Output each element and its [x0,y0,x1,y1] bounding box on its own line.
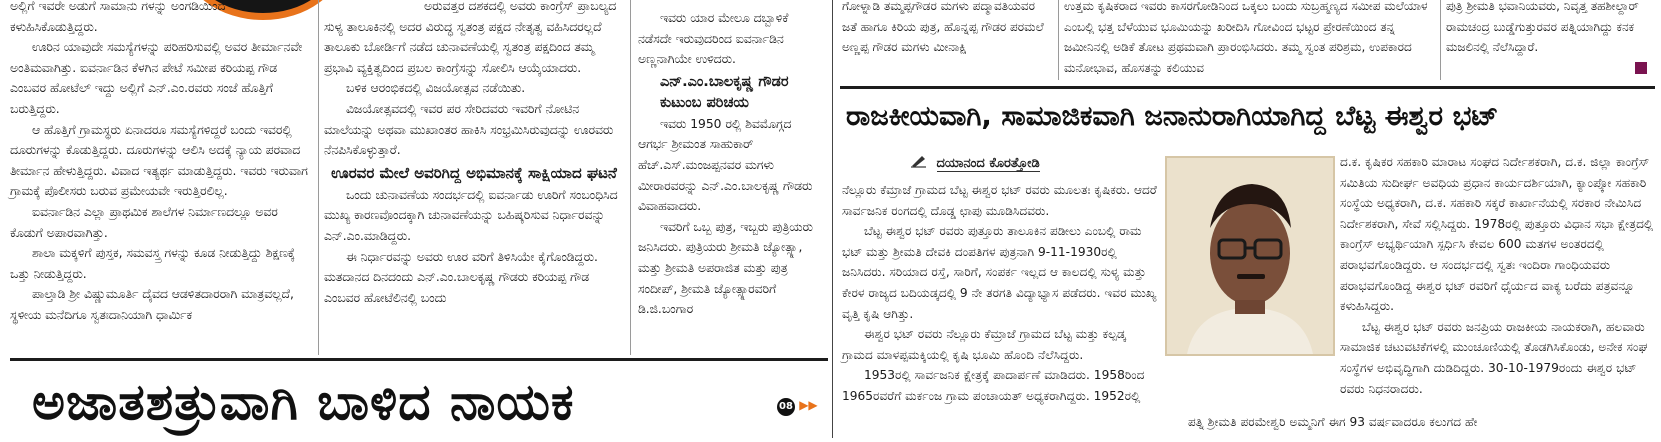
top-right-column-3 [1446,0,1656,58]
paragraph: ವಿಜಯೋತ್ಸವದಲ್ಲಿ ಇವರ ಪರ ಸೇರಿದವರು ಇವರಿಗೆ ನೋಟಿನ ಮಾಲೆಯನ್ನು ಅಥವಾ ಮುಖಾಂತರ ಹಾಕಿಸಿ ಸಂಭ್ರಮಿಸಿರುವುದನ್ನು ಊರವರು ನೆನಪಿಸಿಕೊಳ್ಳುತ್ತಾರೆ. [324,101,614,158]
paragraph: ನೆಲ್ಲೂರು ಕೆಮ್ರಾಜೆ ಗ್ರಾಮದ ಬೆಟ್ಟ ಈಶ್ವರ ಭಟ್ ರವರು ಮೂಲತಃ ಕೃಷಿಕರು. ಆದರೆ ಸಾರ್ವಜನಿಕ ರಂಗದಲ್ಲಿ ದೊಡ್ಡ ಛಾಪು ಮೂಡಿಸಿದವರು. [842,183,1157,218]
column-divider [1058,0,1059,80]
paragraph: ಈ ನಿರ್ಧಾರವನ್ನು ಅವರು ಊರ ವರಿಗೆ ತಿಳಿಸಿಯೇ ಕೈಗೊಂಡಿದ್ದರು. ಮತದಾನದ ದಿನದಂದು ಎನ್.ಎಂ.ಬಾಲಕೃಷ್ಣ ಗೌಡರು ಕರಿಯಪ್ಪ ಗೌಡ ಎಂಬವರ ಹೋಟೆಲಿನಲ್ಲಿ ಬಂದು [324,249,598,305]
section-rule [10,358,828,361]
column-divider [630,0,631,355]
paragraph: ಇವರಿಗೆ ಒಬ್ಬ ಪುತ್ರ, ಇಬ್ಬರು ಪುತ್ರಿಯರು ಜನಿಸಿದರು. ಪುತ್ರಿಯರು ಶ್ರೀಮತಿ ಜ್ಯೋತ್ಸ್ನಾ, ಮತ್ತು ಶ್ರೀಮತಿ ಅಪರಾಜಿತ ಮತ್ತು ಪುತ್ರ ಸಂದೀಪ್, ಶ್ರೀಮತಿ ಜ್ಯೋತ್ಸ್ನಾರವರಿಗೆ ಡಿ.ಜಿ.ಬಂಗಾರ [638,219,813,317]
article-column-1 [10,0,312,326]
article-body-right [1340,152,1658,399]
headline-left: ಅಜಾತಶತ್ರುವಾಗಿ ಬಾಳಿದ ನಾಯಕ [32,373,575,431]
paragraph: ದ.ಕ. ಕೃಷಿಕರ ಸಹಕಾರಿ ಮಾರಾಟ ಸಂಘದ ನಿರ್ದೇಶಕರಾಗಿ, ದ.ಕ. ಜಿಲ್ಲಾ ಕಾಂಗ್ರೆಸ್ ಸಮಿತಿಯ ಸುದೀರ್ಘ ಅವಧಿಯ ಪ್ರಧಾನ ಕಾರ್ಯದರ್ಶಿಯಾಗಿ, ಕ್ಯಾಂಪ್ಕೋ ಸಹಕಾರಿ ಸಂಸ್ಥೆಯ ಅಧ್ಯಕರಾಗಿ, ದ.ಕ. ಸಹಕಾರಿ ಸಕ್ಕರೆ ಕಾರ್ಖಾನೆಯಲ್ಲಿ ಸರಕಾರ ನೇಮಿಸಿದ ನಿರ್ದೇಶಕರಾಗಿ, ಸೇವೆ ಸಲ್ಲಿಸಿದ್ದರು. 1978ರಲ್ಲಿ ಪುತ್ತೂರು ವಿಧಾನ ಸಭಾ ಕ್ಷೇತ್ರದಲ್ಲಿ ಕಾಂಗ್ರೆಸ್ ಅಭ್ಯರ್ಥಿಯಾಗಿ ಸ್ಪರ್ಧಿಸಿ ಕೇವಲ 600 ಮತಗಳ ಅಂತರದಲ್ಲಿ ಪರಾಭವಗೊಂಡಿದ್ದರು. ಆ ಸಂದರ್ಭದಲ್ಲಿ ಸ್ವತಃ ಇಂದಿರಾ ಗಾಂಧಿಯವರು ಪರಾಭವಗೊಂಡಿದ್ದ ಈಶ್ವರ ಭಟ್ ರವರಿಗೆ ಧೈರ್ಯದ ವಾಕ್ಯ ಬರೆದು ಪತ್ರವನ್ನೂ ಕಳುಹಿಸಿದ್ದರು. [1340,155,1654,314]
portrait-image [1167,158,1333,354]
continue-arrow-icon: ▶▶ [799,398,818,412]
article-body-bottom [1166,412,1656,433]
portrait-photo [1165,156,1335,356]
paragraph: ಉತ್ತಮ ಕೃಷಿಕರಾದ ಇವರು ಕಾಸರಗೋಡಿನಿಂದ ಒಕ್ಕಲು ಬಂದು ಸುಬ್ರಹ್ಮಣ್ಯದ ಸಮೀಪ ಮಲೆಯಾಳ ಎಂಬಲ್ಲಿ ಭತ್ತ ಬೆಳೆಯುವ ಭೂಮಿಯನ್ನು ಖರೀದಿಸಿ ಗೋವಿಂದ ಭಟ್ಟರ ಪ್ರೇರಣೆಯಿಂದ ತನ್ನ ಜಮೀನಿನಲ್ಲಿ ಅಡಿಕೆ ತೋಟ ಪ್ರಥಮವಾಗಿ ಪ್ರಾರಂಭಿಸಿದರು. ತಮ್ಮ ಸ್ವಂತ ಪರಿಶ್ರಮ, ಉಪಕಾರದ ಮನೋಭಾವ, ಹೊಸತನ್ನು ಕಲಿಯುವ [1064,0,1428,75]
paragraph: ಶಾಲಾ ಮಕ್ಕಳಿಗೆ ಪುಸ್ತಕ, ಸಮವಸ್ತ್ರ ಗಳನ್ನು ಕೂಡ ನೀಡುತ್ತಿದ್ದು ಶಿಕ್ಷಣಕ್ಕೆ ಒತ್ತು ನೀಡುತ್ತಿದ್ದರು. [10,246,296,281]
end-marker [1635,62,1647,74]
paragraph: ಬೆಟ್ಟ ಈಶ್ವರ ಭಟ್ ರವರು ಜನಪ್ರಿಯ ರಾಜಕೀಯ ನಾಯಕರಾಗಿ, ಹಲವಾರು ಸಾಮಾಜಿಕ ಚಟುವಟಿಕೆಗಳಲ್ಲಿ ಮುಂಚೂಣಿಯಲ್ಲಿ ತೊಡಗಿಸಿಕೊಂಡು, ಅನೇಕ ಸಂಘ ಸಂಸ್ಥೆಗಳ ಅಭಿವೃದ್ಧಿಗಾಗಿ ದುಡಿದಿದ್ದರು. 30-10-1979ರಂದು ಈಶ್ವರ ಭಟ್ ರವರು ನಿಧನರಾದರು. [1340,319,1648,396]
paragraph: 1953ರಲ್ಲಿ ಸಾರ್ವಜನಿಕ ಕ್ಷೇತ್ರಕ್ಕೆ ಪಾದಾರ್ಪಣೆ ಮಾಡಿದರು. 1958ರಿಂದ 1965ರವರೆಗೆ ಮರ್ಕಂಜ ಗ್ರಾಮ ಪಂಚಾಯತ್ ಅಧ್ಯಕರಾಗಿದ್ದರು. 1952ರಲ್ಲಿ [842,368,1145,403]
paragraph: ಅಲ್ಲಿಗೆ ಇವರೇ ಅಡುಗೆ ಸಾಮಾನು ಗಳನ್ನು ಅಂಗಡಿಯಿಂದ ಕಳುಹಿಸಿಕೊಡುತ್ತಿದ್ದರು. [10,0,226,34]
continued-page-badge [777,398,818,416]
paragraph: ಪುತ್ರಿ ಶ್ರೀಮತಿ ಭವಾನಿಯವರು, ನಿವೃತ್ತ ತಹಶೀಲ್ದಾರ್ ರಾಮಚಂದ್ರ ಬುಡ್ಡೆಗುತ್ತುರವರ ಪತ್ನಿಯಾಗಿದ್ದು ಕನಕ ಮಜಲಿನಲ್ಲಿ ನೆಲೆಸಿದ್ದಾರೆ. [1446,0,1639,55]
article-body-left [842,180,1160,407]
pen-icon [910,154,928,172]
section-rule [840,86,1655,89]
byline-author: ದಯಾನಂದ ಕೊರತ್ತೋಡಿ [936,155,1040,171]
byline [910,154,1040,172]
column-divider [318,0,319,355]
top-right-column-1 [842,0,1052,58]
paragraph: ಬೆಟ್ಟ ಈಶ್ವರ ಭಟ್ ರವರು ಪುತ್ತೂರು ತಾಲೂಕಿನ ಪಡೀಲು ಎಂಬಲ್ಲಿ ರಾಮ ಭಟ್ ಮತ್ತು ಶ್ರೀಮತಿ ದೇವಕಿ ದಂಪತಿಗಳ ಪುತ್ರನಾಗಿ 9-11-1930ರಲ್ಲಿ ಜನಿಸಿದರು. ಸರಿಯಾದ ರಸ್ತೆ, ಸಾರಿಗೆ, ಸಂಪರ್ಕ ಇಲ್ಲದ ಆ ಕಾಲದಲ್ಲಿ ಸುಳ್ಯ ಮತ್ತು ಕೇರಳ ರಾಜ್ಯದ ಬದಿಯಡ್ಕದಲ್ಲಿ 9 ನೇ ತರಗತಿ ವಿದ್ಯಾಭ್ಯಾಸ ಪಡೆದರು. ಇವರ ಮುಖ್ಯ ವೃತ್ತಿ ಕೃಷಿ ಆಗಿತ್ತು. [842,224,1157,321]
paragraph: ಇವರು ಯಾರ ಮೇಲೂ ದಬ್ಬಾಳಿಕೆ ನಡೆಸದೇ ಇರುವುದರಿಂದ ಐವರ್ನಾಡಿನ ಅಣ್ಣನಾಗಿಯೇ ಉಳಿದರು. [638,11,789,67]
paragraph: ಬಳಿಕ ಆರಂಭಿಕದಲ್ಲಿ ವಿಜಯೋತ್ಸವ ನಡೆಯಿತು. [346,81,526,96]
section-subheading: ಎನ್.ಎಂ.ಬಾಲಕೃಷ್ಣ ಗೌಡರ ಕುಟುಂಬ ಪರಿಚಯ [660,73,789,111]
paragraph: ಅರುವತ್ತರ ದಶಕದಲ್ಲಿ ಅವರು ಕಾಂಗ್ರೆಸ್ ಪ್ರಾಬಲ್ಯದ ಸುಳ್ಯ ತಾಲೂಕಿನಲ್ಲಿ ಅದರ ವಿರುದ್ಧ ಸ್ವತಂತ್ರ ಪಕ್ಷದ ನೇತೃತ್ವ ವಹಿಸಿದರಲ್ಲದೆ ತಾಲೂಕು ಬೋರ್ಡಿಗೆ ನಡೆದ ಚುನಾವಣೆಯಲ್ಲಿ ಸ್ವತಂತ್ರ ಪಕ್ಷದಿಂದ ತಮ್ಮ ಪ್ರಭಾವಿ ವ್ಯಕ್ತಿತ್ವದಿಂದ ಪ್ರಬಲ ಕಾಂಗ್ರೆಸನ್ನು ಸೋಲಿಸಿ ಆಯ್ಕೆಯಾದರು. [324,0,617,75]
page-number: 08 [777,398,795,416]
paragraph: ಆ ಹೊತ್ತಿಗೆ ಗ್ರಾಮಸ್ಥರು ಏನಾದರೂ ಸಮಸ್ಯೆಗಳಿದ್ದರೆ ಬಂದು ಇವರಲ್ಲಿ ದೂರುಗಳನ್ನು ಕೊಡುತ್ತಿದ್ದರು. ದೂರುಗಳನ್ನು ಆಲಿಸಿ ಅದಕ್ಕೆ ನ್ಯಾಯ ಪರವಾದ ತೀರ್ಮಾನ ಹೇಳುತ್ತಿದ್ದರು. ವಿವಾದ ಇತ್ಯರ್ಥ ಮಾಡುತ್ತಿದ್ದರು. ಇವರು ಇರುವಾಗ ಗ್ರಾಮಕ್ಕೆ ಪೊಲೀಸರು ಬರುವ ಪ್ರಮೇಯವೇ ಇರುತ್ತಿರಲಿಲ್ಲ. [10,122,308,199]
article-column-2 [324,0,624,308]
paragraph: ಈಶ್ವರ ಭಟ್ ರವರು ನೆಲ್ಲೂರು ಕೆಮ್ರಾಜೆ ಗ್ರಾಮದ ಬೆಟ್ಟ ಮತ್ತು ಕಲ್ಪಡ್ಕ ಗ್ರಾಮದ ಮಾಳಪ್ಪಮಕ್ಕಿಯಲ್ಲಿ ಕೃಷಿ ಭೂಮಿ ಹೊಂದಿ ನೆಲೆಸಿದ್ದರು. [842,327,1126,362]
paragraph: ಒಂದು ಚುನಾವಣೆಯ ಸಂದರ್ಭದಲ್ಲಿ ಐವರ್ನಾಡು ಊರಿಗೆ ಸಂಬಂಧಿಸಿದ ಮುಖ್ಯ ಕಾರಣವೊಂದಕ್ಕಾಗಿ ಚುನಾವಣೆಯನ್ನು ಬಹಿಷ್ಕರಿಸುವ ನಿರ್ಧಾರವನ್ನು ಎನ್.ಎಂ.ಮಾಡಿದ್ದರು. [324,187,618,243]
article-column-3 [638,8,824,320]
paragraph: ಊರಿನ ಯಾವುದೇ ಸಮಸ್ಯೆಗಳನ್ನು ಪರಿಹರಿಸುವಲ್ಲಿ ಅವರ ತೀರ್ಮಾನವೇ ಅಂತಿಮವಾಗಿತ್ತು. ಐವರ್ನಾಡಿನ ಕೆಳಗಿನ ಪೇಟೆ ಸಮೀಪ ಕರಿಯಪ್ಪ ಗೌಡ ಎಂಬವರ ಹೋಟೆಲ್ ಇದ್ದು ಅಲ್ಲಿಗೆ ಎನ್.ಎಂ.ರವರು ಸಂಜೆ ಹೊತ್ತಿಗೆ ಬರುತ್ತಿದ್ದರು. [10,40,303,116]
column-divider [1440,0,1441,80]
headline-right: ರಾಜಕೀಯವಾಗಿ, ಸಾಮಾಜಿಕವಾಗಿ ಜನಾನುರಾಗಿಯಾಗಿದ್ದ ಬೆಟ್ಟ ಈಶ್ವರ ಭಟ್ [846,100,1499,132]
paragraph: ಗೋಳ್ನಾಡಿ ತಮ್ಮಪ್ಪಗೌಡರ ಮಗಳು ಪದ್ಮಾವತಿಯವರ ಜತೆ ಹಾಗೂ ಕಿರಿಯ ಪುತ್ರ, ಹೊನ್ನಪ್ಪ ಗೌಡರ ಪರಮಲೆ ಅಣ್ಣಪ್ಪ ಗೌಡರ ಮಗಳು ಮೀನಾಕ್ಷಿ [842,0,1044,55]
paragraph: ಪಾಲ್ತಾಡಿ ಶ್ರೀ ವಿಷ್ಣುಮೂರ್ತಿ ದೈವದ ಆಡಳಿತದಾರರಾಗಿ ಮಾತ್ರವಲ್ಲದೆ, ಸ್ಥಳೀಯ ಮನೆದಿಗೂ ಸ್ವತಃದಾನಿಯಾಗಿ ಧಾರ್ಮಿಕ [10,287,294,322]
paragraph: ಇವರು 1950 ರಲ್ಲಿ ಶಿವಮೊಗ್ಗದ ಆಗರ್ಭ ಶ್ರೀಮಂತ ಸಾಹುಕಾರ್ ಹೆಚ್.ಎಸ್.ಮಂಜಪ್ಪನವರ ಮಗಳು ಮೀರಾರವರನ್ನು ಎನ್.ಎಂ.ಬಾಲಕೃಷ್ಣ ಗೌಡರು ವಿವಾಹವಾದರು. [638,116,813,214]
paragraph: ಪತ್ನಿ ಶ್ರೀಮತಿ ಪರಮೇಶ್ವರಿ ಅಮ್ಮನಿಗೆ ಈಗ 93 ವರ್ಷವಾದರೂ ಕಲುಗದ ಹೇ [1188,415,1478,429]
paragraph: ಐವರ್ನಾಡಿನ ಎಲ್ಲಾ ಪ್ರಾಥಮಿಕ ಶಾಲೆಗಳ ನಿರ್ಮಾಣದಲ್ಲೂ ಅವರ ಕೊಡುಗೆ ಅಪಾರವಾಗಿತ್ತು. [10,204,278,240]
top-right-column-2 [1064,0,1434,78]
page-divider [832,0,833,438]
section-subheading: ಊರವರ ಮೇಲೆ ಅವರಿಗಿದ್ದ ಅಭಿಮಾನಕ್ಕೆ ಸಾಕ್ಷಿಯಾದ ಘಟನೆ [331,163,617,182]
